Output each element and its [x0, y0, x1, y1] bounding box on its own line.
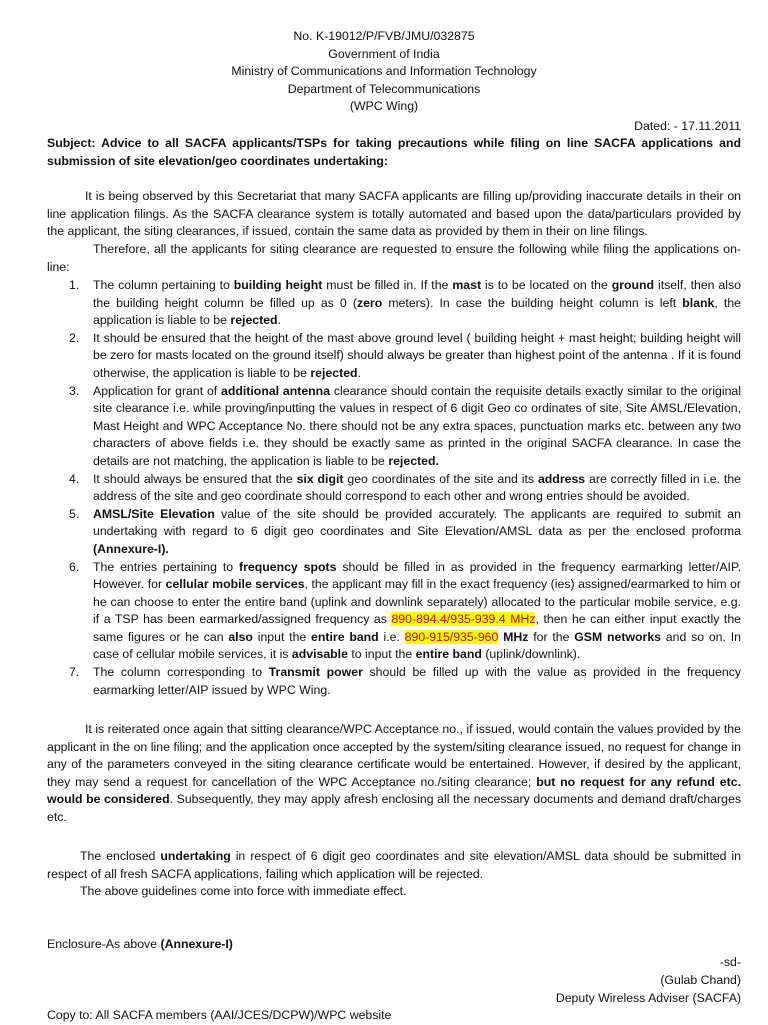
paragraph-1: It is being observed by this Secretariat that many SACFA applicants are filling up/providing inaccurate details in their on line application filings. As the SACFA clearance system is totally automated and based upon the data/particulars provided by the applicant, the siting clearances, if issued, contain the same data as provided by them in their on line filings.	[47, 189, 741, 239]
highlighted-frequency: 890-894.4/935-939.4 MHz	[391, 612, 536, 627]
item-number: 3.	[69, 383, 80, 398]
list-item: 1. The column pertaining to building height must be filled in. If the mast is to be located on the ground itself, then also the building height column be filled up as 0 (zero meters). In case the building height column is left blank, the application is liable to be rejected.	[69, 278, 741, 328]
date-line: Dated: - 17.11.2011	[634, 119, 741, 133]
enclosure-line: Enclosure-As above (Annexure-I)	[47, 937, 233, 951]
highlighted-band: 890-915/935-960	[404, 629, 499, 644]
paragraph-5: The above guidelines come into force with immediate effect.	[80, 884, 407, 898]
list-item: 2. It should be ensured that the height of the mast above ground level ( building height + mast height; building height will be zero for masts located on the ground itself) should always be greater than highest point of the antenna . If it is found otherwise, the application is liable to be rejected.	[69, 330, 741, 380]
copy-to-line: Copy to: All SACFA members (AAI/JCES/DCPW)/WPC website	[47, 1008, 392, 1022]
list-item: 5. AMSL/Site Elevation value of the site should be provided accurately. The applicants are required to submit an undertaking with regard to 6 digit geo coordinates and Site Elevation/AMSL data as per the enclosed proforma (Annexure-I).	[69, 506, 741, 556]
item-number: 7.	[69, 665, 80, 680]
paragraph-3: It is reiterated once again that sitting clearance/WPC Acceptance no., if issued, would contain the values provided by the applicant in the on line filing; and the application once accepted by the system/siting clearance issued, no request for change in any of the parameters conveyed in the siting clearance certificate would be entertained. However, if desired by the applicant, they may send a request for cancellation of the WPC Acceptance no./siting clearance; but no request for any refund etc. would be considered. Subsequently, they may apply afresh enclosing all the necessary documents and demand draft/charges etc.	[47, 722, 741, 824]
item-number: 1.	[69, 278, 80, 292]
list-item: 4. It should always be ensured that the six digit geo coordinates of the site and its address are correctly filled in i.e. the address of the site and geo coordinate should correspond to each other and wrong entries should be avoided.	[69, 471, 742, 504]
signature-name: (Gulab Chand)	[660, 973, 741, 987]
signature-title: Deputy Wireless Adviser (SACFA)	[555, 991, 741, 1005]
item-number: 2.	[69, 330, 80, 345]
paragraph-2: Therefore, all the applicants for siting clearance are requested to ensure the following while filing the applications on-line:	[47, 242, 741, 274]
paragraph-4: The enclosed undertaking in respect of 6 digit geo coordinates and site elevation/AMSL data should be submitted in respect of all fresh SACFA applications, failing which application will be rejected.	[47, 849, 741, 881]
instruction-list	[47, 277, 741, 699]
item-number: 6.	[69, 559, 80, 574]
header-government: Government of India	[328, 46, 440, 61]
list-item: 6. The entries pertaining to frequency spots should be filled in as provided in the frequency earmarking letter/AIP. However. for cellular mobile services, the applicant may fill in the exact frequency (ies) assigned/earmarked to him or he can choose to enter the entire band (uplink and downlink separately) allocated to the particular mobile service, e.g. if a TSP has been earmarked/assigned frequency as 890-894.4/935-939.4 MHz, then he can either input exactly the same figures or he can also input the entire band i.e. 890-915/935-960 MHz for the GSM networks and so on. In case of cellular mobile services, it is advisable to input the entire band (uplink/downlink).	[69, 559, 741, 662]
reference-number: No. K-19012/P/FVB/JMU/032875	[293, 29, 475, 43]
item-number: 4.	[69, 471, 80, 486]
subject-line: Subject: Advice to all SACFA applicants/TSPs for taking precautions while filing on line SACFA applications and submission of site elevation/geo coordinates undertaking:	[47, 136, 741, 168]
item-number: 5.	[69, 506, 80, 521]
letter-header	[0, 28, 768, 116]
header-department: Department of Telecommunications	[287, 81, 481, 96]
list-item: 7. The column corresponding to Transmit power should be filled up with the value as provided in the frequency earmarking letter/AIP issued by WPC Wing.	[69, 665, 741, 697]
signature-sd: -sd-	[719, 955, 741, 969]
header-wing: (WPC Wing)	[349, 99, 419, 113]
list-item: 3. Application for grant of additional antenna clearance should contain the requisite details exactly similar to the original site clearance i.e. while proving/inputting the values in respect of 6 digit Geo co ordinates of site, Site AMSL/Elevation, Mast Height and WPC Acceptance No. there should not be any extra spaces, punctuation marks etc. between any two characters of above fields i.e. they should be exactly same as printed in the original SACFA clearance. In case the details are not matching, the application is liable to be rejected.	[69, 383, 741, 468]
header-ministry: Ministry of Communications and Information Technology	[231, 64, 537, 78]
